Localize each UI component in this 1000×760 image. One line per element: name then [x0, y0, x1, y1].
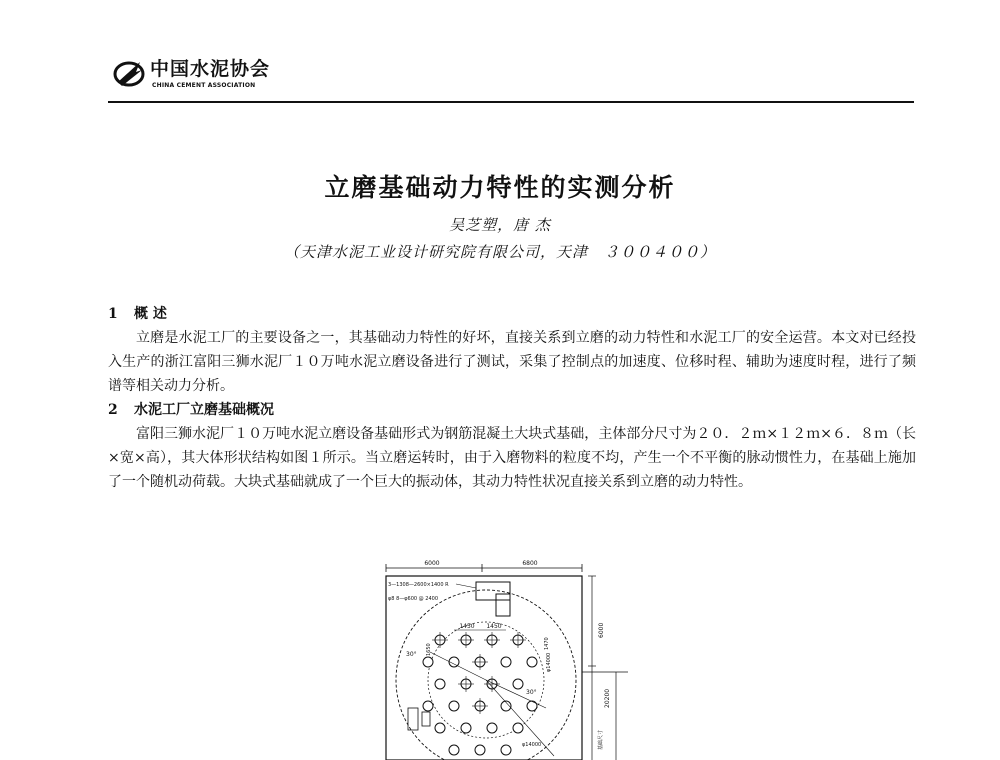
journal-header — [112, 52, 912, 102]
section-number: 2 — [108, 402, 118, 418]
section-heading-2 — [108, 398, 916, 422]
note-2: φ8 8—φ600 @ 2400 — [388, 596, 438, 602]
angle-30-b: 30° — [526, 689, 537, 696]
dim-1650: 1650 — [426, 643, 432, 656]
association-logo-icon — [112, 56, 146, 90]
dim-1450-a: 1450 — [459, 623, 475, 630]
dim-20200: 20200 — [604, 688, 611, 708]
note-1: 3—1308—2600×1400 R — [388, 582, 449, 588]
angle-30-a: 30° — [406, 651, 417, 658]
section-heading-1 — [108, 302, 916, 326]
dim-top-right: 6800 — [522, 560, 538, 567]
article-affiliation: （天津水泥工业设计研究院有限公司，天津 ３００４００） — [283, 243, 716, 261]
section-title: 概 述 — [134, 306, 167, 322]
logo-english-text: CHINA CEMENT ASSOCIATION — [152, 82, 256, 89]
pile-grid — [423, 635, 537, 755]
dim-1450-b: 1450 — [486, 623, 502, 630]
label-phi-upper: φ14000 — [546, 652, 552, 672]
label-phi-bottom: φ14000 — [522, 742, 542, 748]
article-title: 立磨基础动力特性的实测分析 — [324, 173, 676, 202]
section-number: 1 — [108, 306, 118, 322]
side-note: 基础尺寸 — [598, 729, 604, 750]
foundation-drawing-figure — [370, 560, 628, 760]
dim-top-left: 6000 — [424, 560, 440, 567]
article-authors: 吴芝塑，唐 杰 — [449, 216, 551, 234]
section-paragraph-1: 立磨是水泥工厂的主要设备之一，其基础动力特性的好坏，直接关系到立磨的动力特性和水泥工厂的安全运营。本文对已经投入生产的浙江富阳三狮水泥厂１０万吨水泥立磨设备进行了测试，采集了控制点的加速度、位移时程、辅助为速度时程，进行了频谱等相关动力分析。 — [108, 330, 916, 394]
dim-1470: 1470 — [544, 637, 550, 650]
article-body — [108, 302, 916, 494]
section-title: 水泥工厂立磨基础概况 — [134, 402, 274, 418]
section-paragraph-2: 富阳三狮水泥厂１０万吨水泥立磨设备基础形式为钢筋混凝土大块式基础，主体部分尺寸为２０．２ｍ×１２ｍ×６．８ｍ（长×宽×高），其大体形状结构如图１所示。当立磨运转时，由于入磨物料的粒度不均，产生一个不平衡的脉动惯性力，在基础上施加了一个随机动荷载。大块式基础就成了一个巨大的振动体，其动力特性状况直接关系到立磨的动力特性。 — [108, 426, 916, 490]
header-divider — [108, 101, 914, 103]
dim-6000-right: 6000 — [598, 622, 605, 638]
logo-chinese-text: 中国水泥协会 — [150, 58, 271, 80]
